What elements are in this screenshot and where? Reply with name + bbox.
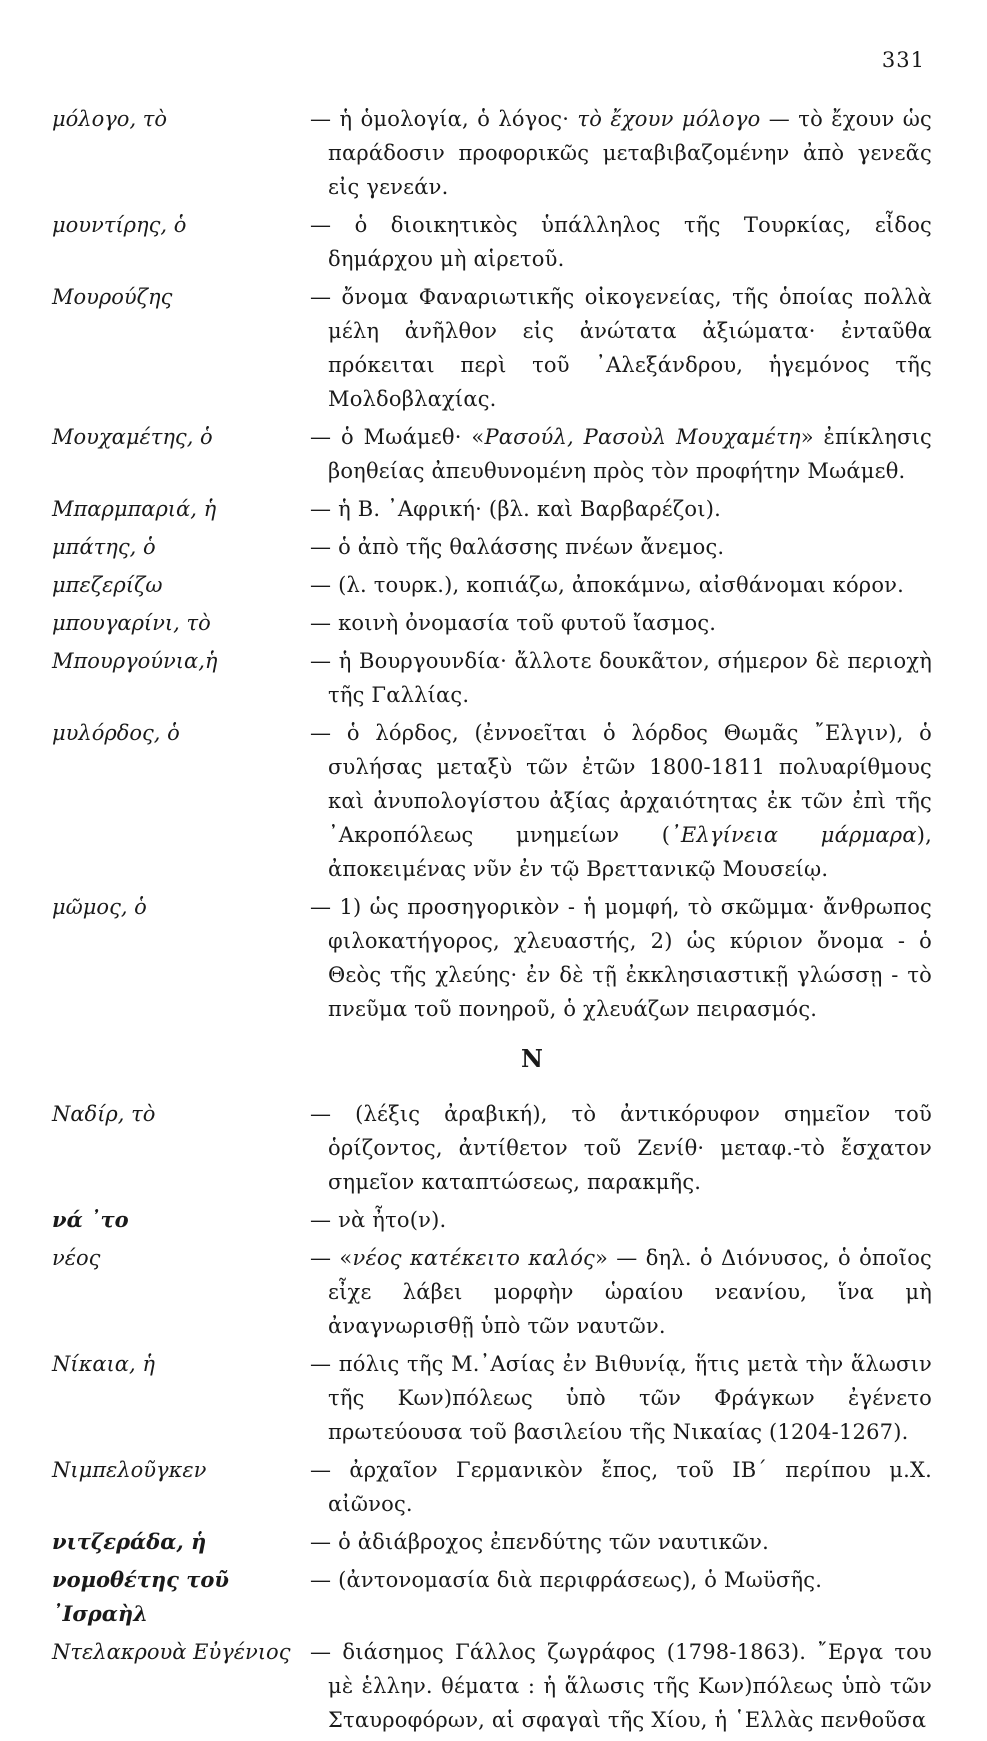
entry-definition <box>310 1241 932 1343</box>
definition-text: — διάσημος Γάλλος ζωγράφος (1798-1863). ῎Εργα του μὲ ἑλλην. θέματα : ἡ ἅλωσις τῆς Κων)πόλεως ὑπὸ τῶν Σταυροφόρων, αἱ σφαγαὶ τῆς Χίου, ἡ ῾Ελλὰς πενθοῦσα <box>310 1640 932 1732</box>
glossary-entry <box>52 716 932 886</box>
entry-term: νομοθέτης τοῦ ᾿Ισραὴλ <box>52 1567 229 1626</box>
glossary-entry <box>52 1203 932 1237</box>
entry-definition <box>310 530 932 564</box>
glossary <box>52 102 932 1741</box>
definition-text: — ἡ Β. ᾿Αφρική· (βλ. καὶ Βαρβαρέζοι). <box>310 497 721 521</box>
entry-definition <box>310 606 932 640</box>
entry-definition <box>310 1097 932 1199</box>
glossary-entry <box>52 1241 932 1343</box>
entry-term: νά ᾿το <box>52 1207 129 1232</box>
definition-text: — ἡ Βουργουνδία· ἄλλοτε δουκᾶτον, σήμερον δὲ περιοχὴ τῆς Γαλλίας. <box>310 649 932 707</box>
definition-text: — ὄνομα Φαναριωτικῆς οἰκογενείας, τῆς ὁποίας πολλὰ μέλη ἀνῆλθον εἰς ἀνώτατα ἀξιώματα· ἐνταῦθα πρόκειται περὶ τοῦ ᾿Αλεξάνδρου, ἡγεμόνος τῆς Μολδοβλαχίας. <box>310 285 932 411</box>
entry-term: μόλογο, τὸ <box>52 107 168 131</box>
entries-n <box>52 1097 932 1737</box>
entry-definition <box>310 280 932 416</box>
glossary-entry <box>52 208 932 276</box>
glossary-entry <box>52 280 932 416</box>
section-letter: N <box>521 1044 543 1073</box>
definition-text: » — δηλ. ὁ Διόνυσος, ὁ ὁποῖος εἶχε λάβει μορφὴν ὡραίου νεανίου, ἵνα μὴ ἀναγνωρισθῇ ὑπὸ τῶν ναυτῶν. <box>328 1246 932 1338</box>
definition-text: — ὁ λόρδος, (ἐννοεῖται ὁ λόρδος Θωμᾶς ῎Ελγιν), ὁ συλήσας μεταξὺ τῶν ἐτῶν 1800-1811 πολυαρίθμους καὶ ἀνυπολογίστου ἀξίας ἀρχαιότητας ἐκ τῶν ἐπὶ τῆς ᾿Ακροπόλεως μνημείων ( <box>310 721 932 847</box>
entry-definition <box>310 1525 932 1559</box>
definition-text: — ὁ ἀδιάβροχος ἐπενδύτης τῶν ναυτικῶν. <box>310 1530 769 1554</box>
entry-term: Μπουργούνια,ἡ <box>52 649 218 673</box>
definition-text: — ἡ ὁμολογία, ὁ λόγος· <box>310 107 578 131</box>
entry-definition <box>310 1453 932 1521</box>
entry-term: μπεζερίζω <box>52 573 163 597</box>
definition-text: — πόλις τῆς Μ.᾿Ασίας ἐν Βιθυνίᾳ, ἥτις μετὰ τὴν ἅλωσιν τῆς Κων)πόλεως ὑπὸ τῶν Φράγκων ἐγένετο πρωτεύουσα τοῦ βασιλείου τῆς Νικαίας (1204-1267). <box>310 1352 932 1444</box>
glossary-entry <box>52 606 932 640</box>
glossary-entry <box>52 1347 932 1449</box>
definition-italic-text: τὸ ἔχουν μόλογο <box>577 107 761 131</box>
entry-definition <box>310 420 932 488</box>
entry-term: Μπαρμπαριά, ἡ <box>52 497 217 521</box>
definition-italic-text: ᾿Ελγίνεια μάρμαρα <box>670 823 917 847</box>
page-number: 331 <box>881 48 925 72</box>
definition-text: ), ἀποκειμένας νῦν ἐν τῷ Βρεττανικῷ Μουσείῳ. <box>328 823 933 881</box>
glossary-entry <box>52 1453 932 1521</box>
definition-text: — ἀρχαῖον Γερμανικὸν ἔπος, τοῦ ΙΒ΄ περίπου μ.Χ. αἰῶνος. <box>310 1458 932 1516</box>
definition-text: — 1) ὡς προσηγορικὸν - ἡ μομφή, τὸ σκῶμμα· ἄνθρωπος φιλοκατήγορος, χλευαστής, 2) ὡς κύριον ὄνομα - ὁ Θεὸς τῆς χλεύης· ἐν δὲ τῇ ἐκκλησιαστικῇ γλώσσῃ - τὸ πνεῦμα τοῦ πονηροῦ, ὁ χλευάζων πειρασμός. <box>310 895 932 1021</box>
glossary-entry <box>52 890 932 1026</box>
entry-term: μπουγαρίνι, τὸ <box>52 611 211 635</box>
entry-term: νέος <box>52 1246 101 1270</box>
entry-term: μπάτης, ὁ <box>52 535 156 559</box>
entry-definition <box>310 492 932 526</box>
entry-term: μῶμος, ὁ <box>52 895 147 919</box>
entries-m <box>52 102 932 1026</box>
definition-italic-text: Ρασούλ, Ρασοὺλ Μουχαμέτη <box>484 425 801 449</box>
definition-text: » ἐπίκλησις βοηθείας ἀπευθυνομένη πρὸς τὸν προφήτην Μωάμεθ. <box>328 425 932 483</box>
glossary-entry <box>52 492 932 526</box>
definition-text: — « <box>310 1246 353 1270</box>
definition-italic-text: νέος κατέκειτο καλός <box>352 1246 596 1270</box>
definition-text: — νὰ ἦτο(ν). <box>310 1208 447 1232</box>
entry-definition <box>310 1203 932 1237</box>
definition-text: — κοινὴ ὀνομασία τοῦ φυτοῦ ἴασμος. <box>310 611 717 635</box>
entry-definition <box>310 716 932 886</box>
glossary-entry <box>52 568 932 602</box>
definition-text: — (ἀντονομασία διὰ περιφράσεως), ὁ Μωϋσῆς. <box>310 1568 823 1592</box>
glossary-entry <box>52 1525 932 1559</box>
entry-term: Νίκαια, ἡ <box>52 1352 155 1376</box>
entry-definition <box>310 1563 932 1597</box>
glossary-entry <box>52 102 932 204</box>
entry-term: Νιμπελοῦγκεν <box>52 1458 207 1482</box>
entry-definition <box>310 102 932 204</box>
glossary-entry <box>52 530 932 564</box>
entry-definition <box>310 644 932 712</box>
glossary-entry <box>52 1563 932 1631</box>
glossary-entry <box>52 1097 932 1199</box>
definition-text: — ὁ διοικητικὸς ὑπάλληλος τῆς Τουρκίας, εἶδος δημάρχου μὴ αἱρετοῦ. <box>310 213 932 271</box>
glossary-entry <box>52 644 932 712</box>
glossary-entry <box>52 1635 932 1737</box>
entry-term: νιτζεράδα, ἡ <box>52 1529 207 1554</box>
definition-text: — ὁ ἀπὸ τῆς θαλάσσης πνέων ἄνεμος. <box>310 535 725 559</box>
definition-text: — ὁ Μωάμεθ· « <box>310 425 485 449</box>
entry-definition <box>310 1347 932 1449</box>
entry-term: Μουχαμέτης, ὁ <box>52 425 213 449</box>
definition-text: — (λέξις ἀραβική), τὸ ἀντικόρυφον σημεῖον τοῦ ὁρίζοντος, ἀντίθετον τοῦ Ζενίθ· μεταφ.-τὸ ἔσχατον σημεῖον καταπτώσεως, παρακμῆς. <box>310 1102 932 1194</box>
entry-term: Ντελακρουὰ Εὐγένιος <box>52 1640 291 1664</box>
glossary-entry <box>52 420 932 488</box>
entry-definition <box>310 568 932 602</box>
entry-definition <box>310 208 932 276</box>
entry-term: μυλόρδος, ὁ <box>52 721 180 745</box>
entry-definition <box>310 1635 932 1737</box>
entry-term: Ναδίρ, τὸ <box>52 1102 156 1126</box>
definition-text: — τὸ ἔχουν ὡς παράδοσιν προφορικῶς μεταβιβαζομένην ἀπὸ γενεᾶς εἰς γενεάν. <box>328 107 932 199</box>
entry-term: Μουρούζης <box>52 285 173 309</box>
entry-definition <box>310 890 932 1026</box>
entry-term: μουντίρης, ὁ <box>52 213 187 237</box>
definition-text: — (λ. τουρκ.), κοπιάζω, ἀποκάμνω, αἰσθάνομαι κόρον. <box>310 573 905 597</box>
